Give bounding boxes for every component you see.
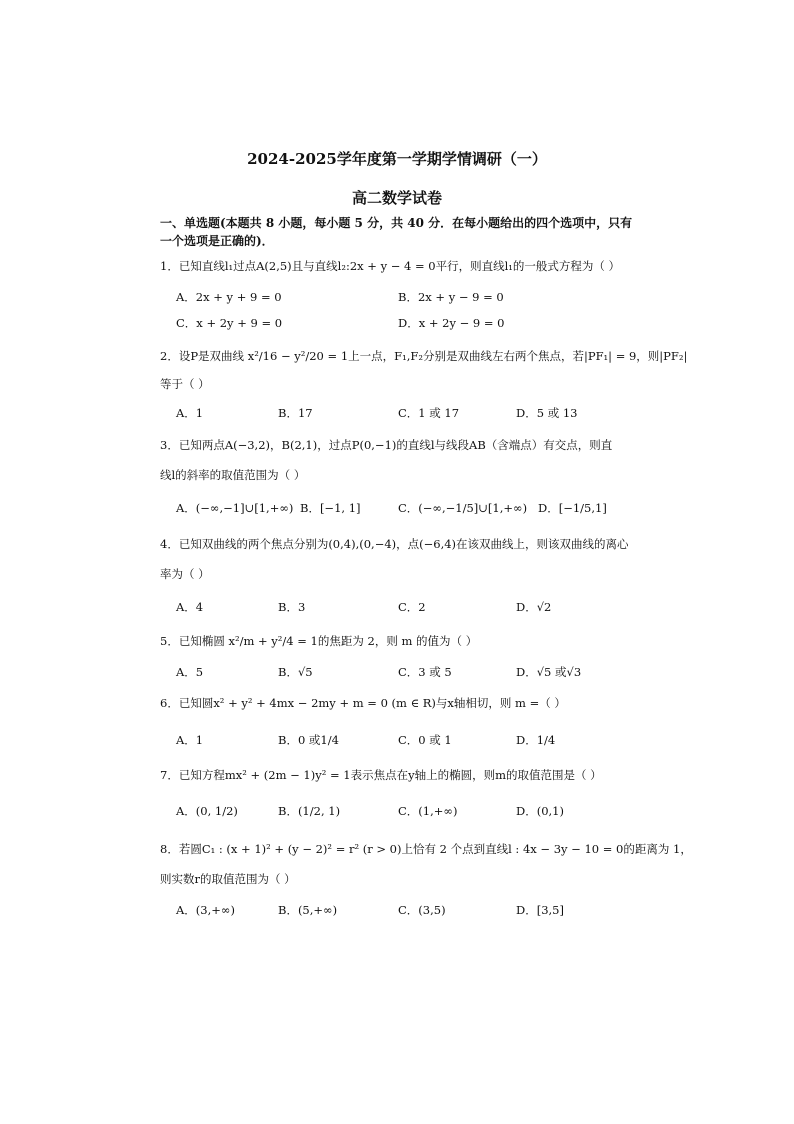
- question-7-option-c: C．(1,+∞): [398, 804, 458, 818]
- question-5-option-c: C．3 或 5: [398, 665, 452, 679]
- question-5-option-a: A．5: [176, 665, 204, 679]
- question-4-option-d: D．√2: [516, 600, 552, 614]
- question-2-option-a: A．1: [176, 406, 204, 420]
- question-2-option-c: C．1 或 17: [398, 406, 460, 420]
- question-1-option-d: D．x + 2y − 9 = 0: [398, 316, 505, 330]
- question-6-option-c: C．0 或 1: [398, 733, 452, 747]
- question-5-option-d: D．√5 或√3: [516, 665, 582, 679]
- question-2-option-d: D．5 或 13: [516, 406, 578, 420]
- question-6-stem: 6．已知圆x² + y² + 4mx − 2my + m = 0 (m ∈ R)与x轴相切，则 m =（ ）: [160, 696, 566, 710]
- question-8-stem-line2: 则实数r的取值范围为（ ）: [160, 872, 296, 886]
- question-8-stem: 8．若圆C₁ : (x + 1)² + (y − 2)² = r² (r > 0)上恰有 2 个点到直线l : 4x − 3y − 10 = 0的距离为 1，: [160, 842, 692, 856]
- question-6-option-d: D．1/4: [516, 733, 556, 747]
- question-2-stem-line2: 等于（ ）: [160, 377, 210, 391]
- question-3-stem: 3．已知两点A(−3,2)，B(2,1)，过点P(0,−1)的直线l与线段AB（含端点）有交点，则直: [160, 438, 613, 452]
- question-1-option-c: C．x + 2y + 9 = 0: [176, 316, 283, 330]
- exam-subtitle: 高二数学试卷: [351, 189, 442, 207]
- section-heading-line1: 一、单选题(本题共 8 小题，每小题 5 分，共 40 分．在每小题给出的四个选项中，只有: [160, 216, 633, 230]
- question-7-option-b: B．(1/2, 1): [278, 804, 341, 818]
- question-8-option-b: B．(5,+∞): [278, 903, 338, 917]
- question-1-stem: 1．已知直线l₁过点A(2,5)且与直线l₂:2x + y − 4 = 0平行，则直线l₁的一般式方程为（ ）: [160, 259, 621, 273]
- question-4-stem-line2: 率为（ ）: [160, 567, 210, 581]
- question-5-stem: 5．已知椭圆 x²/m + y²/4 = 1的焦距为 2，则 m 的值为（ ）: [160, 634, 478, 648]
- question-3-option-d: D．[−1/5,1]: [538, 501, 607, 515]
- question-4-option-b: B．3: [278, 600, 306, 614]
- question-7-stem: 7．已知方程mx² + (2m − 1)y² = 1表示焦点在y轴上的椭圆，则m的取值范围是（ ）: [160, 768, 602, 782]
- question-3-stem-line2: 线l的斜率的取值范围为（ ）: [160, 468, 306, 482]
- question-8-option-a: A．(3,+∞): [176, 903, 235, 917]
- section-heading-line2: 一个选项是正确的)．: [160, 234, 274, 248]
- question-3-option-b: B．[−1, 1]: [300, 501, 361, 515]
- question-6-option-a: A．1: [176, 733, 204, 747]
- question-3-option-c: C．(−∞,−1/5]∪[1,+∞): [398, 501, 528, 515]
- question-2-stem: 2．设P是双曲线 x²/16 − y²/20 = 1上一点，F₁,F₂分别是双曲线左右两个焦点，若|PF₁| = 9，则|PF₂|: [160, 349, 688, 363]
- question-6-option-b: B．0 或1/4: [278, 733, 339, 747]
- exam-title: 2024-2025学年度第一学期学情调研（一）: [247, 150, 547, 168]
- question-1-option-b: B．2x + y − 9 = 0: [398, 290, 504, 304]
- question-8-option-d: D．[3,5]: [516, 903, 564, 917]
- question-7-option-d: D．(0,1): [516, 804, 564, 818]
- question-3-option-a: A．(−∞,−1]∪[1,+∞): [176, 501, 294, 515]
- question-4-stem: 4．已知双曲线的两个焦点分别为(0,4),(0,−4)，点(−6,4)在该双曲线上，则该双曲线的离心: [160, 537, 629, 551]
- question-4-option-c: C．2: [398, 600, 426, 614]
- question-8-option-c: C．(3,5): [398, 903, 446, 917]
- question-2-option-b: B．17: [278, 406, 313, 420]
- question-5-option-b: B．√5: [278, 665, 313, 679]
- question-4-option-a: A．4: [176, 600, 204, 614]
- question-7-option-a: A．(0, 1/2): [176, 804, 238, 818]
- question-1-option-a: A．2x + y + 9 = 0: [176, 290, 282, 304]
